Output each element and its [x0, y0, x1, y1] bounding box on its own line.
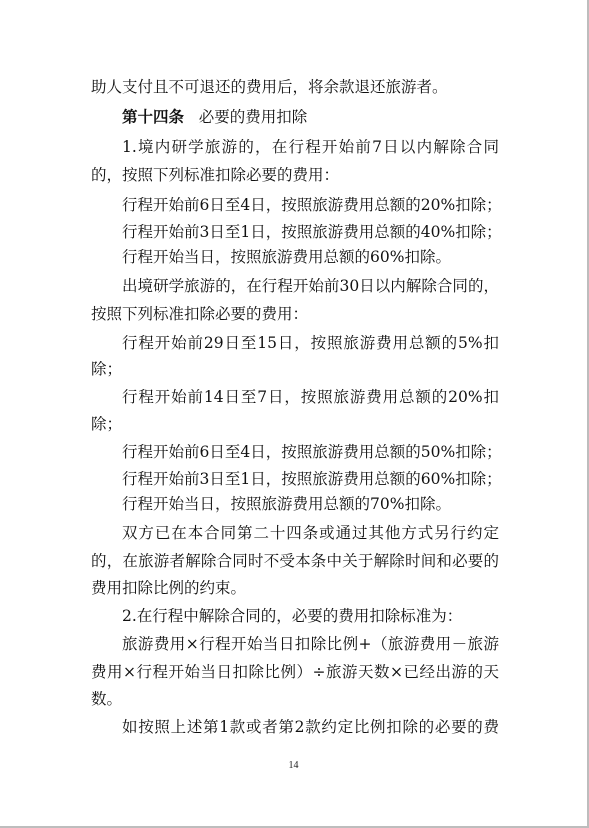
text-line: 出境研学旅游的，在行程开始前30日以内解除合同的， [122, 277, 499, 295]
text-line: 行程开始前29日至15日，按照旅游费用总额的5%扣 [122, 334, 499, 352]
text-line: 除； [91, 415, 123, 433]
text-line: 行程开始前6日至4日，按照旅游费用总额的50%扣除； [122, 443, 502, 461]
page-number: 14 [288, 760, 299, 771]
article-title: 必要的费用扣除 [198, 108, 308, 126]
text-line: 数。 [91, 690, 123, 708]
text-line: 行程开始当日，按照旅游费用总额的60%扣除。 [122, 248, 451, 266]
text-line: 的，按照下列标准扣除必要的费用： [91, 166, 340, 184]
text-line: 行程开始前6日至4日，按照旅游费用总额的20%扣除； [122, 196, 502, 214]
text-line: 旅游费用×行程开始当日扣除比例+（旅游费用－旅游 [122, 635, 499, 653]
text-line: 2.在行程中解除合同的，必要的费用扣除标准为： [122, 607, 463, 625]
text-line: 除； [91, 360, 123, 378]
text-line: 费用扣除比例的约束。 [91, 579, 247, 597]
text-line: 如按照上述第1款或者第2款约定比例扣除的必要的费 [122, 718, 499, 736]
text-line: 费用×行程开始当日扣除比例）÷旅游天数×已经出游的天 [91, 663, 499, 681]
text-line: 按照下列标准扣除必要的费用： [91, 305, 309, 323]
article-heading [122, 107, 307, 127]
text-line: 助人支付且不可退还的费用后，将余款退还旅游者。 [91, 78, 448, 96]
text-line: 的，在旅游者解除合同时不受本条中关于解除时间和必要的 [91, 552, 499, 570]
article-number: 第十四条 [122, 107, 185, 126]
text-line: 行程开始当日，按照旅游费用总额的70%扣除。 [122, 495, 451, 513]
text-line: 行程开始前3日至1日，按照旅游费用总额的40%扣除； [122, 223, 502, 241]
text-line: 1.境内研学旅游的，在行程开始前7日以内解除合同 [122, 138, 499, 156]
text-line: 双方已在本合同第二十四条或通过其他方式另行约定 [122, 524, 499, 542]
text-line: 行程开始前3日至1日，按照旅游费用总额的60%扣除； [122, 470, 502, 488]
text-line: 行程开始前14日至7日，按照旅游费用总额的20%扣 [122, 388, 499, 406]
